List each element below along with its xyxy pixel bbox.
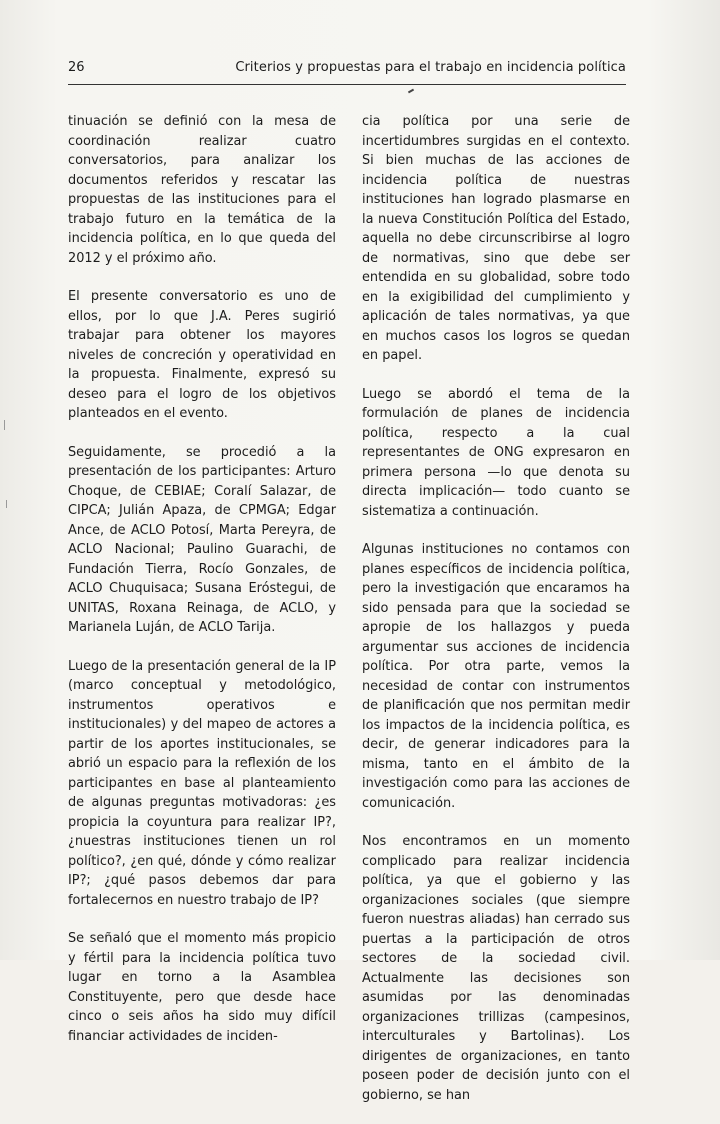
margin-mark xyxy=(4,420,5,430)
page-number: 26 xyxy=(68,60,85,75)
paragraph: Algunas instituciones no contamos con planes específicos de incidencia política, pero la investigación que encaramos ha sido pensada para que la sociedad se apropie de los hallazgos y pueda argumentar sus acciones de incidencia política. Por otra parte, vemos la necesidad de contar con instrumentos de planificación que nos permitan medir los impactos de la incidencia política, es decir, de generar indicadores para la misma, tanto en el ámbito de la investigación como para las acciones de comunicación. xyxy=(362,542,630,811)
paragraph: tinuación se definió con la mesa de coordinación realizar cuatro conversatorios, para analizar los documentos referidos y rescatar las propuestas de las instituciones para el trabajo futuro en la temática de la incidencia política, en lo que queda del 2012 y el próximo año. xyxy=(68,114,336,266)
paragraph: cia política por una serie de incertidumbres surgidas en el contexto. Si bien muchas de las acciones de incidencia política de nuestras instituciones han logrado plasmarse en la nueva Constitución Política del Estado, aquella no debe circunscribirse al logro de normativas, sino que debe ser entendida en su globalidad, sobre todo en la exigibilidad del cumplimiento y aplicación de tales normativas, ya que en muchos casos los logros se quedan en papel. xyxy=(362,114,630,363)
page-header xyxy=(68,58,626,85)
stray-mark xyxy=(408,89,414,94)
running-title: Criterios y propuestas para el trabajo en incidencia política xyxy=(235,60,626,75)
right-column xyxy=(362,112,630,1124)
paragraph: Nos encontramos en un momento complicado para realizar incidencia política, ya que el gobierno y las organizaciones sociales (que siempre fueron nuestras aliadas) han cerrado sus puertas a la participación de otros sectores de la sociedad civil. Actualmente las decisiones son asumidas por las denominadas organizaciones trillizas (campesinos, interculturales y Bartolinas). Los dirigentes de organizaciones, en tanto poseen poder de decisión junto con el gobierno, se han xyxy=(362,834,630,1103)
paragraph: Se señaló que el momento más propicio y fértil para la incidencia política tuvo lugar en torno a la Asamblea Constituyente, pero que desde hace cinco o seis años ha sido muy difícil financiar actividades de inciden- xyxy=(68,931,336,1044)
paragraph: Seguidamente, se procedió a la presentación de los participantes: Arturo Choque, de CEBIAE; Coralí Salazar, de CIPCA; Julián Apaza, de CPMGA; Edgar Ance, de ACLO Potosí, Marta Pereyra, de ACLO Nacional; Paulino Guarachi, de Fundación Tierra, Rocío Gonzales, de ACLO Chuquisaca; Susana Eróstegui, de UNITAS, Roxana Reinaga, de ACLO, y Marianela Luján, de ACLO Tarija. xyxy=(68,444,336,635)
paragraph: El presente conversatorio es uno de ellos, por lo que J.A. Peres sugirió trabajar para obtener los mayores niveles de concreción y operatividad en la propuesta. Finalmente, expresó su deseo para el logro de los objetivos planteados en el evento. xyxy=(68,289,336,421)
left-column xyxy=(68,112,336,1065)
paragraph: Luego se abordó el tema de la formulación de planes de incidencia política, respecto a la cual representantes de ONG expresaron en primera persona —lo que denota su directa implicación— todo cuanto se sistematiza a continuación. xyxy=(362,386,630,519)
margin-mark xyxy=(6,500,7,508)
paragraph: Luego de la presentación general de la IP (marco conceptual y metodológico, instrumentos operativos e institucionales) y del mapeo de actores a partir de los aportes institucionales, se abrió un espacio para la reflexión de los participantes en base al planteamiento de algunas preguntas motivadoras: ¿es propicia la coyuntura para realizar IP?, ¿nuestras instituciones tienen un rol político?, ¿en qué, dónde y cómo realizar IP?; ¿qué pasos debemos dar para fortalecernos en nuestro trabajo de IP? xyxy=(68,658,336,908)
